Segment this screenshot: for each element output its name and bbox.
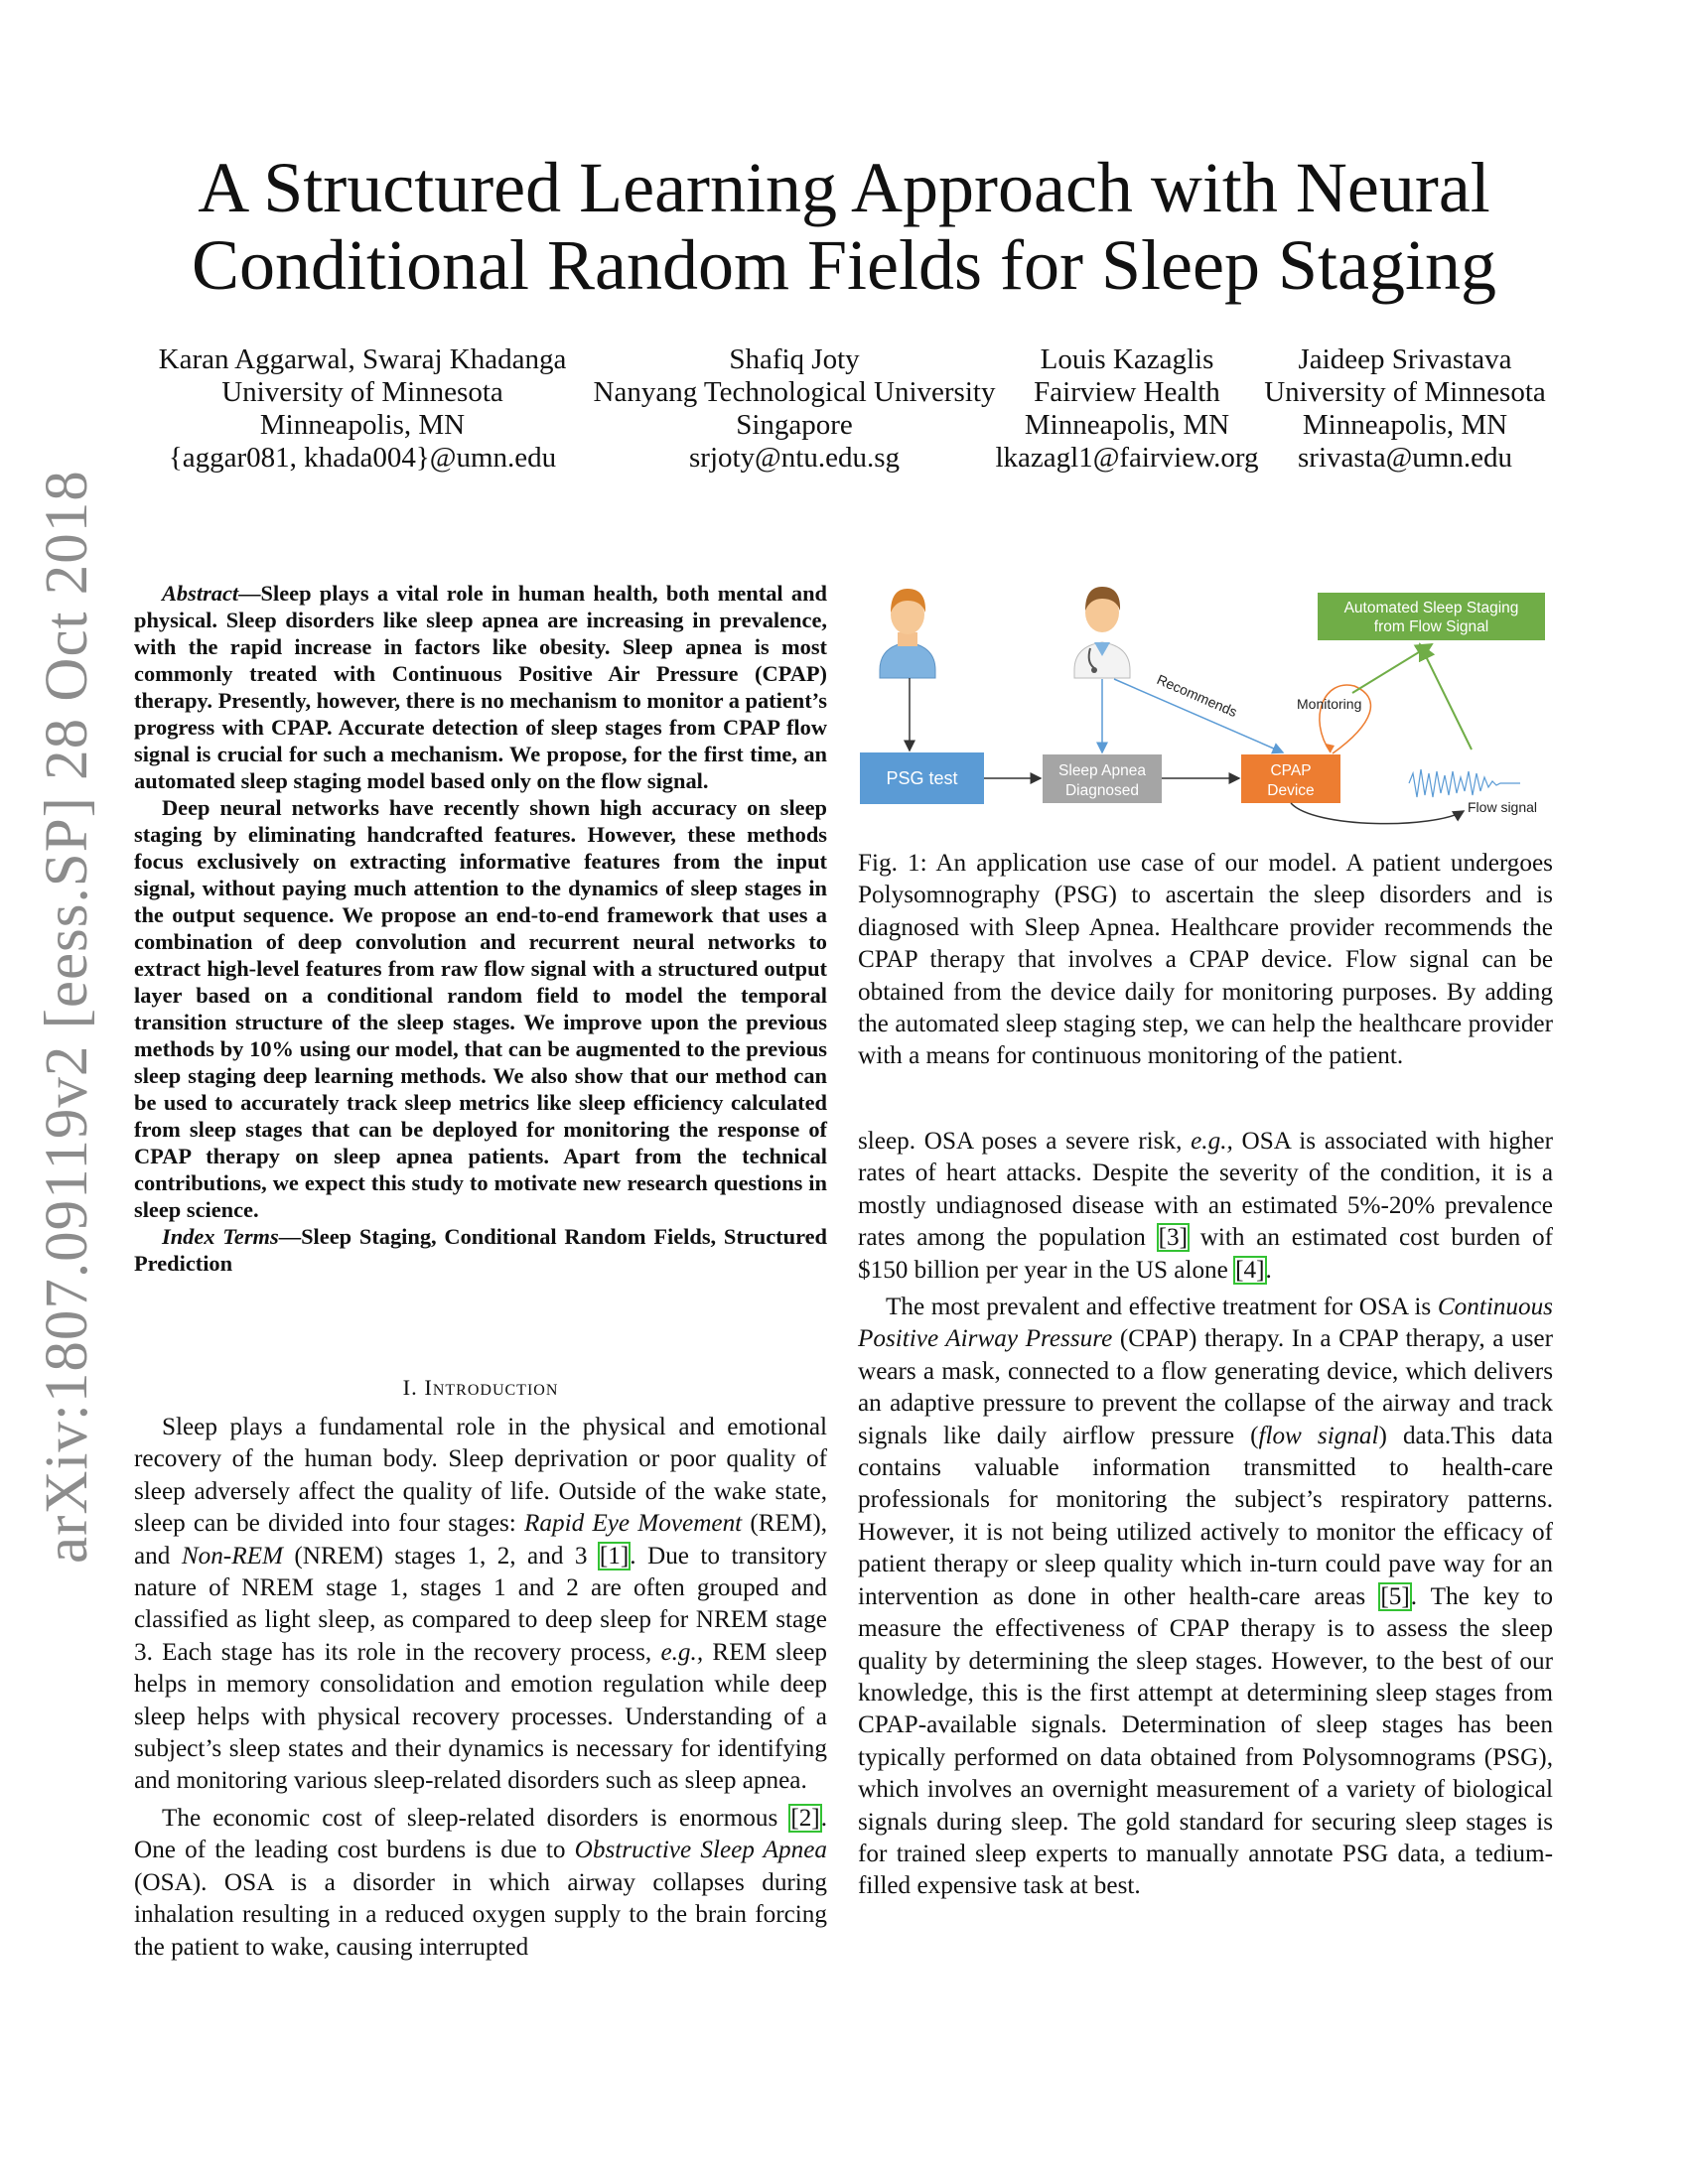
psg-test-label: PSG test [886, 768, 958, 788]
citation-link[interactable]: [3] [1158, 1224, 1188, 1252]
abstract-paragraph-1: Abstract—Sleep plays a vital role in human health, both mental and physical. Sleep disorders like sleep apnea are increasing in prevalence, with the rapid increase in factors like obesity. Sleep apnea is most commonly treated with Continuous Positive Air Pressure (CPAP) therapy. Presently, however, there is no mechanism to monitor a patient’s progress with CPAP. Accurate detection of sleep stages from CPAP flow signal is crucial for such a mechanism. We propose, for the first time, an automated sleep staging model based only on the flow signal. [134, 581, 827, 793]
author-location: Singapore [736, 409, 853, 441]
introduction-text [134, 1412, 827, 1964]
citation-link[interactable]: [4] [1235, 1256, 1265, 1284]
author-affiliation: University of Minnesota [1264, 376, 1546, 408]
title-line-2: Conditional Random Fields for Sleep Staging [192, 225, 1496, 305]
arxiv-stamp: arXiv:1807.09119v2 [eess.SP] 28 Oct 2018 [34, 470, 100, 1564]
author-location: Minneapolis, MN [1302, 409, 1508, 441]
intro-paragraph-1: Sleep plays a fundamental role in the physical and emotional recovery of the human body. Sleep deprivation or poor quality of sleep adversely affect the quality of life. Outside of the wake state, sleep can be divided into four stages: Rapid Eye Movement (REM), and Non-REM (NREM) stages 1, 2, and 3 [1]. Due to transitory nature of NREM stage 1, stages 1 and 2 are often grouped and classified as light sleep, as compared to deep sleep for NREM stage 3. Each stage has its role in the recovery process, e.g., REM sleep helps in memory consolidation and emotion regulation while deep sleep helps with physical recovery processes. Understanding of a subject’s sleep states and their dynamics is necessary for identifying and monitoring various sleep-related disorders such as sleep apnea. [134, 1414, 828, 1795]
citation-link[interactable]: [1] [599, 1542, 630, 1570]
flow-signal-waveform [1409, 769, 1520, 797]
author-block-1 [139, 343, 586, 475]
title-line-1: A Structured Learning Approach with Neural [198, 148, 1490, 227]
author-block-4 [1261, 343, 1549, 475]
abstract-label: Abstract [162, 581, 239, 606]
section-heading-introduction: I. Introduction [402, 1375, 559, 1400]
caption-label: Fig. 1: [858, 850, 927, 877]
arrow-cpap-to-flow [1291, 803, 1464, 824]
patient-icon [880, 589, 935, 678]
abstract [134, 580, 827, 1277]
sleep-apnea-label-2: Diagnosed [1064, 782, 1140, 799]
figure-1-caption: Fig. 1: An application use case of our model. A patient undergoes Polysomnography (PSG) to ascertain the sleep disorders and is diagnosed with Sleep Apnea. Healthcare provider recommends the CPAP therapy that involves a CPAP device. Flow signal can be obtained from the device daily for monitoring purposes. By adding the automated sleep staging step, we can help the healthcare provider with a means for continuous monitoring of the patient. [858, 850, 1553, 1070]
sleep-apnea-label-1: Sleep Apnea [1058, 762, 1146, 779]
monitoring-label: Monitoring [1297, 696, 1362, 712]
author-block-3 [993, 343, 1261, 475]
doctor-icon [1074, 587, 1130, 678]
cpap-label-2: Device [1267, 782, 1315, 799]
author-email: srjoty@ntu.edu.sg [689, 442, 900, 474]
citation-link[interactable]: [2] [790, 1804, 820, 1832]
right-paragraph-1: sleep. OSA poses a severe risk, e.g., OSA is associated with higher rates of heart attacks. Despite the severity of the condition, it is a mostly undiagnosed disease with an estimated 5%-20% prevalence rates among the population [3] with an estimated cost burden of $150 billion per year in the US alone [4]. [858, 1128, 1553, 1284]
automated-staging-label-2: from Flow Signal [1373, 618, 1489, 635]
author-block-2 [586, 343, 1003, 475]
author-email: {aggar081, khada004}@umn.edu [168, 442, 557, 474]
author-affiliation: University of Minnesota [221, 376, 503, 408]
paper-title [149, 149, 1539, 304]
author-affiliation: Fairview Health [1034, 376, 1220, 408]
index-terms-label: Index Terms [162, 1224, 279, 1249]
abstract-paragraph-2: Deep neural networks have recently shown high accuracy on sleep staging by eliminating handcrafted features. However, these methods focus exclusively on extracting informative features from the input signal, without paying much attention to the dynamics of sleep stages in the output sequence. We propose an end-to-end framework that uses a combination of deep convolution and recurrent neural networks to extract high-level features from raw flow signal with a structured output layer based on a conditional random field to model the temporal transition structure of the sleep stages. We improve upon the previous methods by 10% using our model, that can be augmented to the previous sleep staging deep learning methods. We also show that our method can be used to accurately track sleep metrics like sleep efficiency calculated from sleep stages that can be deployed for monitoring the response of CPAP therapy on sleep apnea patients. Apart from the technical contributions, we expect this study to motivate new research questions in sleep science. [134, 795, 827, 1222]
author-name: Jaideep Srivastava [1298, 343, 1512, 375]
author-name: Louis Kazaglis [1040, 343, 1214, 375]
flow-signal-label: Flow signal [1468, 799, 1538, 815]
automated-staging-label-1: Automated Sleep Staging [1343, 600, 1519, 616]
recommends-label: Recommends [1154, 671, 1240, 721]
index-terms: Index Terms—Sleep Staging, Conditional Random Fields, Structured Prediction [134, 1224, 827, 1276]
citation-link[interactable]: [5] [1380, 1582, 1410, 1610]
figure-1-diagram [858, 579, 1557, 839]
arrow-flow-to-automated [1420, 644, 1472, 750]
right-column-text [858, 1126, 1553, 1903]
author-name: Karan Aggarwal, Swaraj Khadanga [158, 343, 567, 375]
author-affiliation: Nanyang Technological University [593, 376, 996, 408]
right-paragraph-2: The most prevalent and effective treatment for OSA is Continuous Positive Airway Pressure (CPAP) therapy. In a CPAP therapy, a user wears a mask, connected to a flow generating device, which delivers an adaptive pressure to prevent the collapse of the airway and track signals like daily airflow pressure (flow signal) data.This data contains valuable information transmitted to health-care professionals for monitoring the subject’s respiratory patterns. However, it is not being utilized actively to monitor the efficacy of patient therapy or sleep quality which in-turn could pave way for an intervention as done in other health-care areas [5]. The key to measure the effectiveness of CPAP therapy is to assess the sleep quality by determining the sleep stages. However, to the best of our knowledge, this is the first attempt at determining sleep stages from CPAP-available signals. Determination of sleep stages has been typically performed on data obtained from Polysomnograms (PSG), which involves an overnight measurement of a variety of biological signals during sleep. The gold standard for securing sleep stages is for trained sleep experts to manually annotate PSG data, a tedium-filled expensive task at best. [858, 1294, 1554, 1900]
author-location: Minneapolis, MN [259, 409, 466, 441]
author-location: Minneapolis, MN [1024, 409, 1230, 441]
author-email: srivasta@umn.edu [1298, 442, 1512, 474]
author-email: lkazagl1@fairview.org [995, 442, 1259, 474]
intro-paragraph-2: The economic cost of sleep-related disorders is enormous [2]. One of the leading cost burdens is due to Obstructive Sleep Apnea (OSA). OSA is a disorder in which airway collapses during inhalation resulting in a reduced oxygen supply to the brain forcing the patient to wake, causing interrupted [134, 1804, 827, 1961]
arrow-monitoring-to-automated [1352, 644, 1432, 693]
author-name: Shafiq Joty [729, 343, 860, 375]
cpap-label-1: CPAP [1270, 762, 1312, 779]
